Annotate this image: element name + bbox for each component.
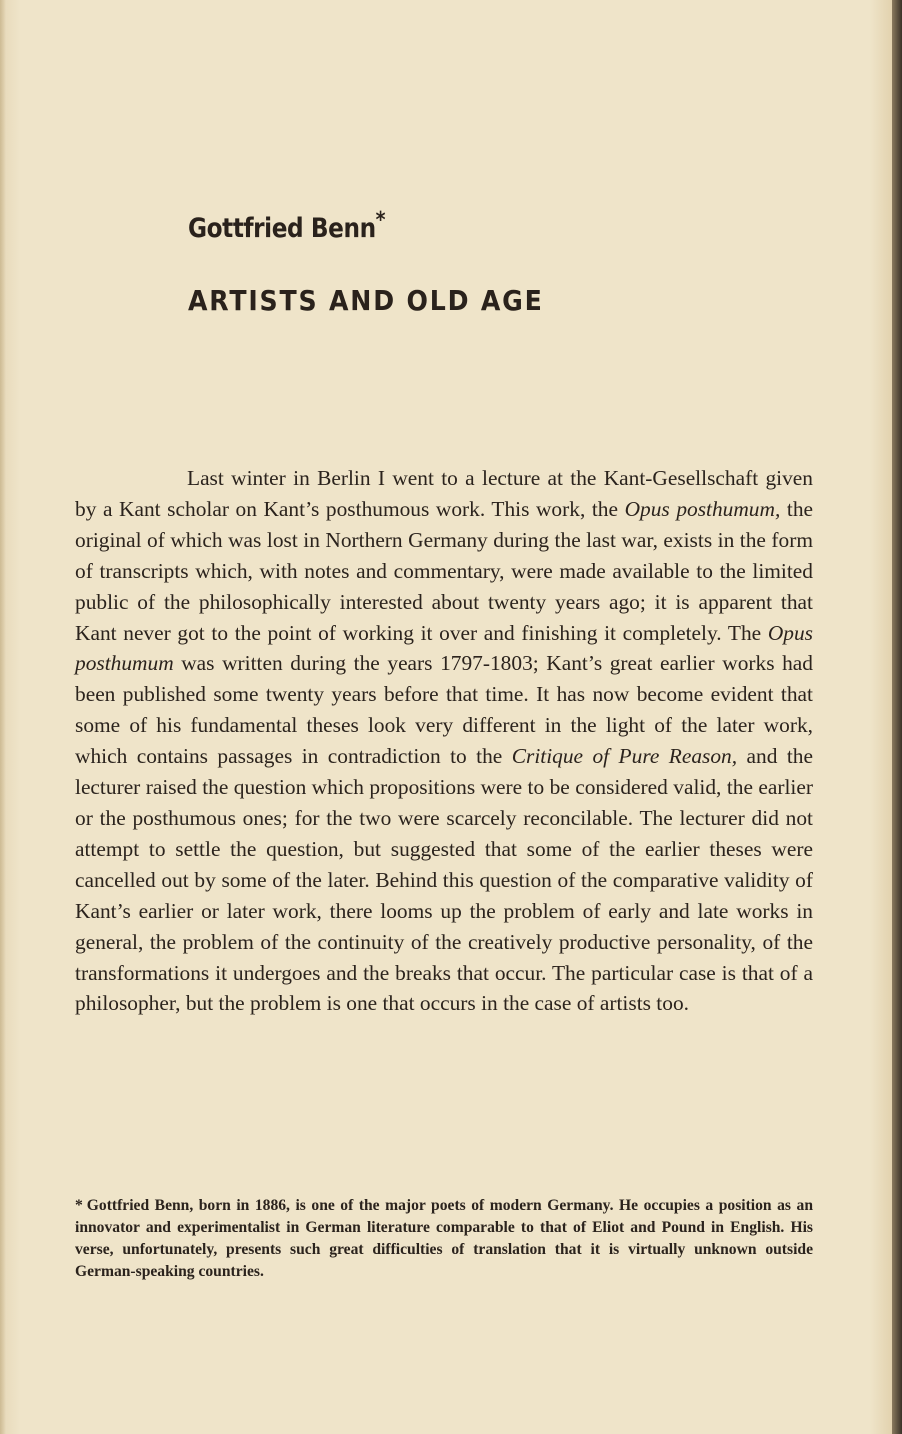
footnote-text: Gottfried Benn, born in 1886, is one of the major poets of modern Germany. He occupies a position as an innovator and experimentalist in German literature comparable to that of Eliot and Pound in English. His verse, unfortunately, presents such great difficulties of translation that it is virtually unknown outside German-speaking countries. — [75, 1197, 813, 1280]
page-left-edge — [0, 0, 6, 1434]
body-paragraph — [75, 463, 813, 1019]
body-italic-opus-2: Opus posthumum — [75, 620, 813, 676]
page-binding-edge — [892, 0, 902, 1434]
footnote-paragraph — [75, 1195, 813, 1283]
footnote — [75, 1195, 813, 1283]
author-name-text: Gottfried Benn — [188, 213, 376, 244]
body-text — [75, 463, 813, 1019]
body-segment-1: Last winter in Berlin I went to a lecture at the Kant-Gesellschaft given by a Kant scholar on Kant’s posthumous work. This work, the — [75, 466, 813, 521]
author-name — [188, 208, 385, 244]
essay-title: ARTISTS AND OLD AGE — [188, 284, 544, 317]
body-italic-opus-1: Opus posthumum, — [624, 496, 781, 521]
body-segment-4: and the lecturer raised the question which propositions were to be considered valid, the earlier or the posthumous ones; for the two were scarcely reconcilable. The lecturer did not attempt to settle the question, but suggested that some of the earlier theses were cancelled out by some of the later. Behind this question of the comparative validity of Kant’s earlier or later work, there looms up the problem of early and late works in general, the problem of the continuity of the creatively productive personality, of the transformations it undergoes and the breaks that occur. The particular case is that of a philosopher, but the problem is one that occurs in the case of artists too. — [75, 744, 814, 1016]
author-footnote-mark: * — [375, 208, 386, 233]
body-segment-2: the original of which was lost in Northern Germany during the last war, exists in the form of transcripts which, with notes and commentary, were made available to the limited public of the philosophically interested about twenty years ago; it is apparent that Kant never got to the point of working it over and finishing it completely. The — [75, 496, 814, 645]
body-italic-critique: Critique of Pure Reason, — [511, 744, 738, 769]
body-segment-3: was written during the years 1797-1803; Kant’s great earlier works had been published some twenty years before that time. It has now become evident that some of his fundamental theses look very different in the light of the later work, which contains passages in contradiction to the — [75, 651, 813, 769]
footnote-marker: * — [75, 1197, 83, 1214]
